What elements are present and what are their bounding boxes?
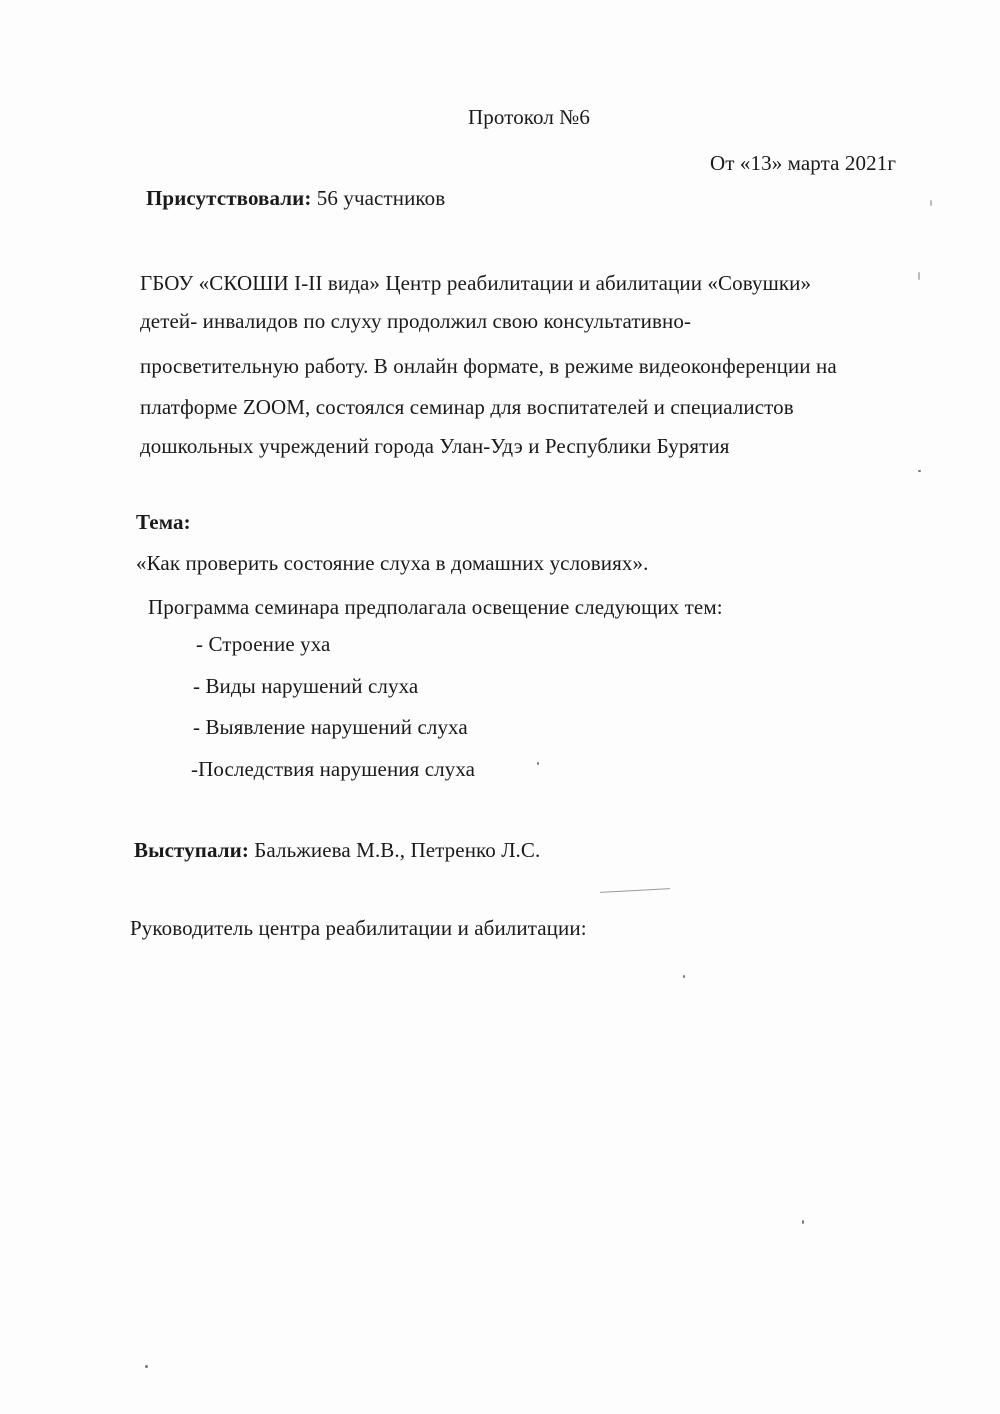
topic-text: «Как проверить состояние слуха в домашних условиях».	[136, 551, 649, 575]
scan-speck	[537, 762, 539, 765]
program-item-2: - Виды нарушений слуха	[193, 674, 419, 698]
scan-speck	[918, 470, 921, 472]
intro-line-1: ГБОУ «СКОШИ I-II вида» Центр реабилитации и абилитации «Совушки»	[140, 271, 812, 295]
scan-mark	[600, 888, 670, 893]
topic-label: Тема:	[136, 510, 191, 534]
program-item-1: - Строение уха	[196, 632, 331, 656]
protocol-date: От «13» марта 2021г	[710, 151, 897, 175]
speakers-value: Бальжиева М.В., Петренко Л.С.	[248, 838, 541, 862]
protocol-title: Протокол №6	[468, 105, 591, 129]
intro-line-2: детей- инвалидов по слуху продолжил свою консультативно-	[140, 309, 692, 333]
attendance	[146, 185, 445, 211]
head-signature-line: Руководитель центра реабилитации и абилитации:	[130, 916, 587, 940]
attendance-label: Присутствовали:	[146, 186, 312, 210]
intro-line-3: просветительную работу. В онлайн формате, в режиме видеоконференции на	[140, 354, 837, 378]
scan-speck	[918, 272, 920, 280]
program-item-4: -Последствия нарушения слуха	[191, 757, 476, 781]
attendance-value: 56 участников	[311, 186, 446, 210]
speakers	[134, 837, 540, 863]
speakers-label: Выступали:	[134, 838, 249, 862]
scan-speck	[145, 1365, 148, 1368]
intro-line-5: дошкольных учреждений города Улан-Удэ и Республики Бурятия	[140, 434, 730, 458]
intro-line-4: платформе ZOOM, состоялся семинар для воспитателей и специалистов	[140, 395, 794, 419]
program-item-3: - Выявление нарушений слуха	[193, 715, 468, 739]
scan-speck	[930, 200, 932, 206]
scan-speck	[802, 1220, 804, 1224]
program-intro: Программа семинара предполагала освещение следующих тем:	[148, 595, 723, 619]
scan-speck	[683, 975, 685, 978]
